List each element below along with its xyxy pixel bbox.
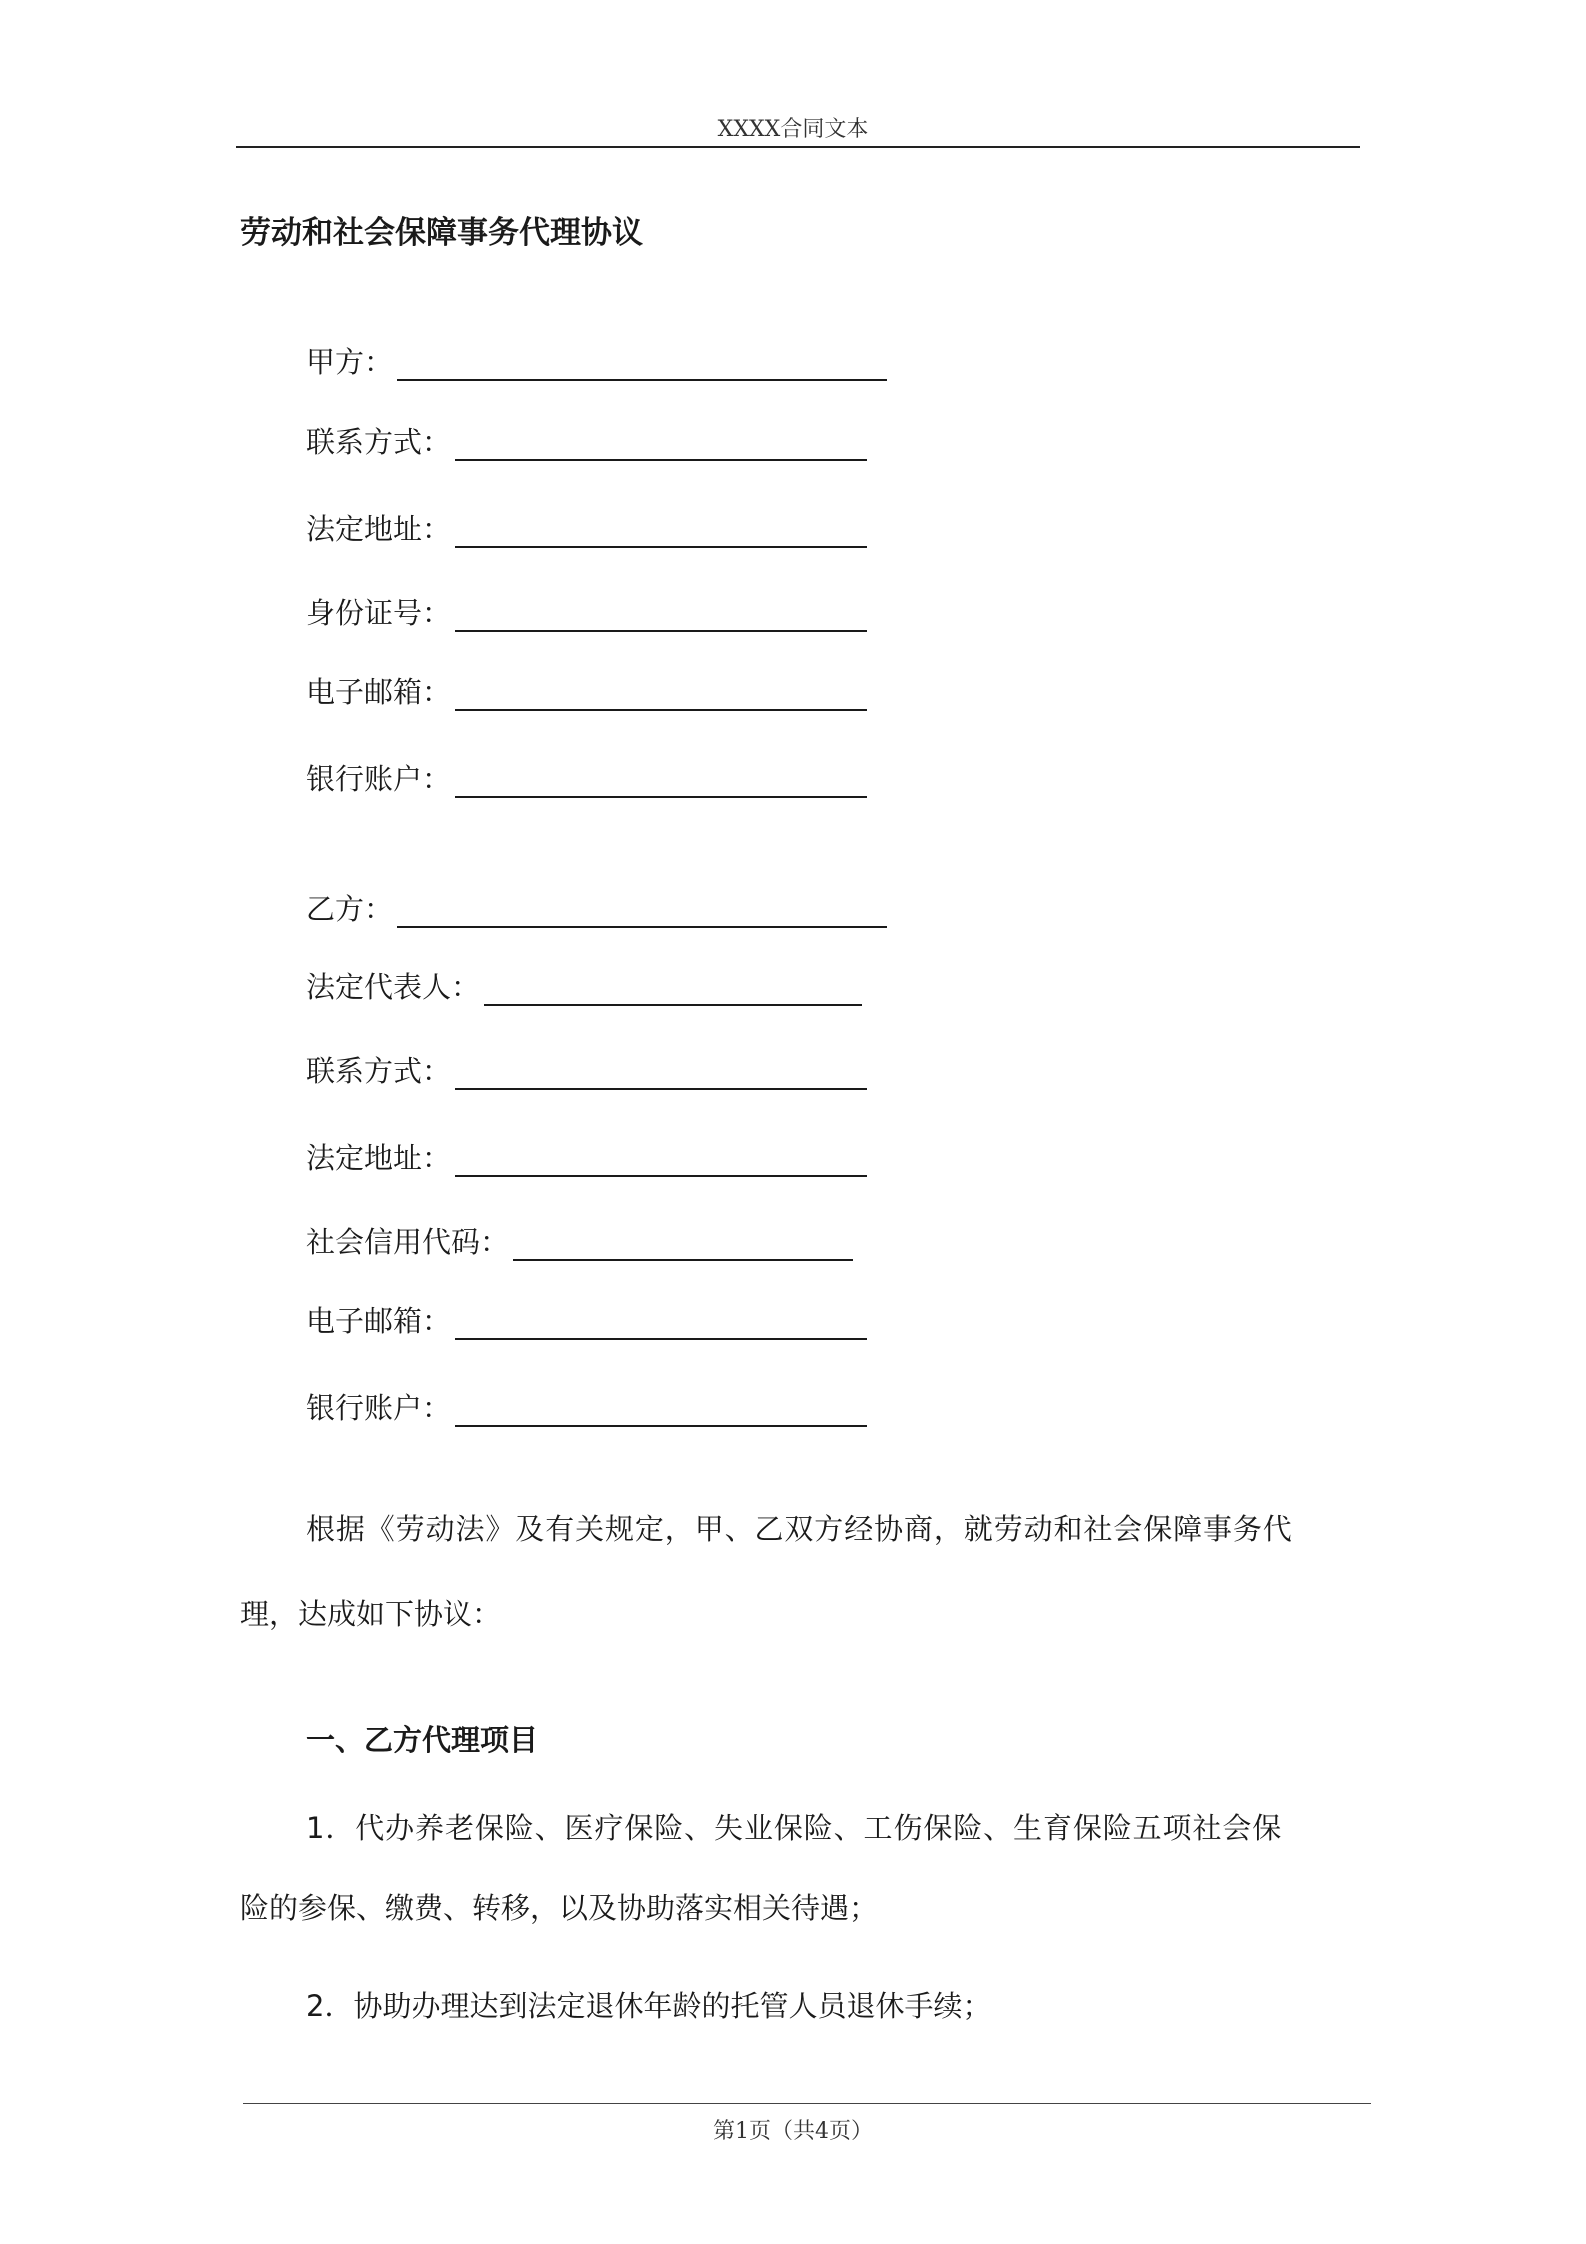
party-b-email-blank[interactable] xyxy=(455,1312,867,1340)
footer-divider xyxy=(243,2103,1371,2104)
party-b-credit-blank[interactable] xyxy=(513,1233,853,1261)
party-b-rep-field xyxy=(306,965,862,1006)
party-b-address-label: 法定地址： xyxy=(306,1141,452,1175)
party-b-name-label: 乙方： xyxy=(306,892,394,926)
party-b-address-field xyxy=(306,1136,867,1177)
party-a-contact-blank[interactable] xyxy=(455,433,867,461)
intro-line-2: 理，达成如下协议： xyxy=(240,1597,502,1631)
party-b-email-label: 电子邮箱： xyxy=(306,1304,452,1338)
party-a-name-label: 甲方： xyxy=(306,345,394,379)
party-a-id-label: 身份证号： xyxy=(306,596,452,630)
party-b-name-field xyxy=(306,887,887,928)
party-b-credit-label: 社会信用代码： xyxy=(306,1225,510,1259)
party-b-bank-label: 银行账户： xyxy=(306,1391,452,1425)
party-a-email-blank[interactable] xyxy=(455,683,867,711)
party-b-bank-blank[interactable] xyxy=(455,1399,867,1427)
party-a-address-blank[interactable] xyxy=(455,520,867,548)
party-a-bank-field xyxy=(306,757,867,798)
party-b-contact-blank[interactable] xyxy=(455,1062,867,1090)
party-b-bank-field xyxy=(306,1386,867,1427)
party-b-address-blank[interactable] xyxy=(455,1149,867,1177)
header-divider xyxy=(236,146,1360,148)
section-1-item-1-line-2: 险的参保、缴费、转移，以及协助落实相关待遇； xyxy=(240,1891,879,1925)
party-a-name-field xyxy=(306,340,887,381)
party-a-id-field xyxy=(306,591,867,632)
party-a-name-blank[interactable] xyxy=(397,353,887,381)
party-a-email-field xyxy=(306,670,867,711)
party-a-contact-field xyxy=(306,420,867,461)
party-b-credit-field xyxy=(306,1220,853,1261)
section-1-heading: 一、乙方代理项目 xyxy=(306,1723,539,1757)
party-b-contact-field xyxy=(306,1049,867,1090)
page-header: XXXX合同文本 xyxy=(717,117,869,142)
section-1-item-1-line-1: 1．代办养老保险、医疗保险、失业保险、工伤保险、生育保险五项社会保 xyxy=(306,1811,1283,1845)
party-a-bank-blank[interactable] xyxy=(455,770,867,798)
party-a-address-label: 法定地址： xyxy=(306,512,452,546)
party-b-contact-label: 联系方式： xyxy=(306,1054,452,1088)
section-1-item-2: 2．协助办理达到法定退休年龄的托管人员退休手续； xyxy=(306,1989,992,2023)
page-footer: 第1页（共4页） xyxy=(713,2119,873,2144)
document-title: 劳动和社会保障事务代理协议 xyxy=(240,215,643,251)
party-b-name-blank[interactable] xyxy=(397,900,887,928)
party-a-bank-label: 银行账户： xyxy=(306,762,452,796)
party-b-email-field xyxy=(306,1299,867,1340)
party-a-email-label: 电子邮箱： xyxy=(306,675,452,709)
party-b-rep-label: 法定代表人： xyxy=(306,970,481,1004)
party-a-address-field xyxy=(306,507,867,548)
party-a-id-blank[interactable] xyxy=(455,604,867,632)
intro-line-1: 根据《劳动法》及有关规定，甲、乙双方经协商，就劳动和社会保障事务代 xyxy=(306,1512,1293,1546)
party-a-contact-label: 联系方式： xyxy=(306,425,452,459)
party-b-rep-blank[interactable] xyxy=(484,978,862,1006)
